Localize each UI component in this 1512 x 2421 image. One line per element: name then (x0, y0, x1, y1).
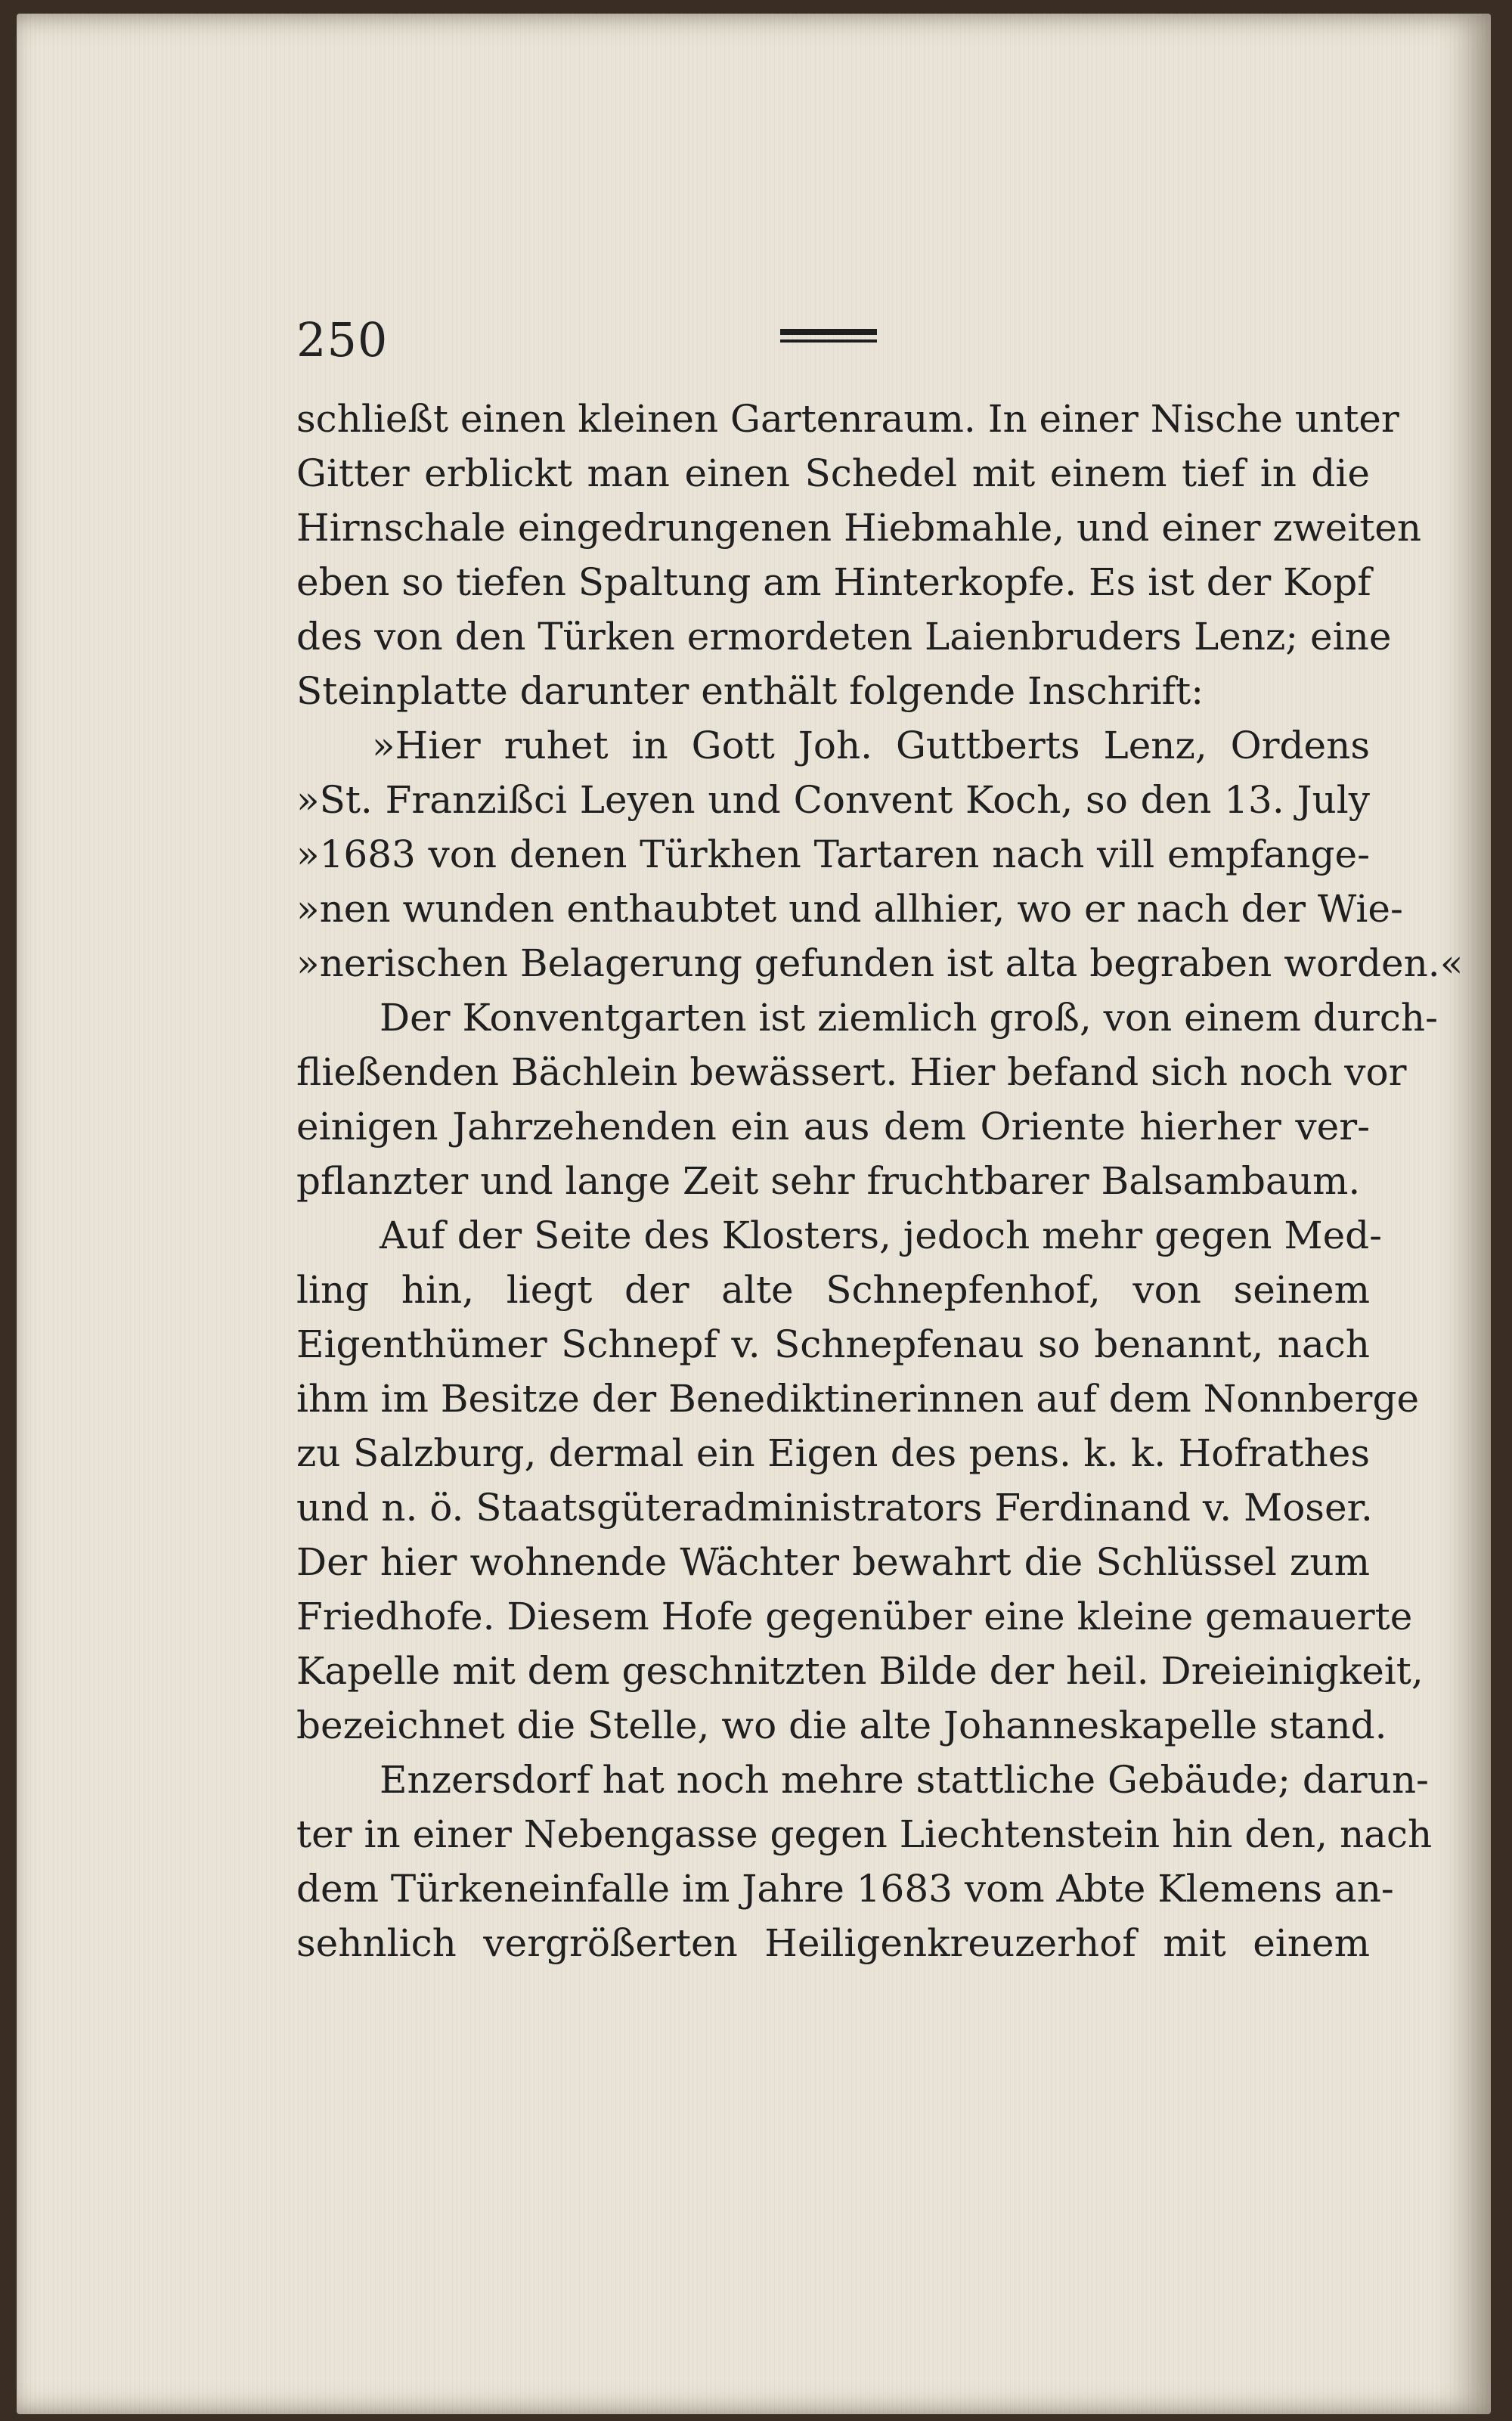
text-line: Der hier wohnende Wächter bewahrt die Schlüssel zum (296, 1540, 1370, 1584)
page-number: 250 (296, 312, 389, 367)
text-line: des von den Türken ermordeten Laienbruders Lenz; eine (296, 615, 1392, 659)
text-line: Gitter erblickt man einen Schedel mit einem tief in die (296, 451, 1370, 495)
text-line: pflanzter und lange Zeit sehr fruchtbarer Balsambaum. (296, 1159, 1361, 1203)
text-line: Friedhofe. Diesem Hofe gegenüber eine kleine gemauerte (296, 1595, 1413, 1638)
text-line: Hirnschale eingedrungenen Hiebmahle, und einer zweiten (296, 506, 1422, 550)
text-line: »nerischen Belagerung gefunden ist alta begraben worden.« (296, 941, 1464, 985)
text-line: einigen Jahrzehenden ein aus dem Oriente hierher ver- (296, 1105, 1370, 1149)
text-line: ter in einer Nebengasse gegen Liechtenstein hin den, nach (296, 1812, 1433, 1856)
text-line: Auf der Seite des Klosters, jedoch mehr gegen Med- (380, 1214, 1383, 1257)
text-line: dem Türkeneinfalle im Jahre 1683 vom Abte Klemens an- (296, 1867, 1394, 1911)
text-line: Der Konventgarten ist ziemlich groß, von einem durch- (380, 996, 1438, 1040)
text-line: Enzersdorf hat noch mehre stattliche Gebäude; darun- (380, 1758, 1429, 1802)
body-text (296, 392, 1464, 1970)
text-line: schließt einen kleinen Gartenraum. In einer Nische unter (296, 397, 1399, 441)
page-header (296, 312, 1370, 367)
header-rule-thick (780, 329, 877, 335)
text-line: Kapelle mit dem geschnitzten Bilde der heil. Dreieinigkeit, (296, 1649, 1424, 1693)
text-line: und n. ö. Staatsgüteradministrators Ferdinand v. Moser. (296, 1486, 1373, 1530)
text-line: ling hin, liegt der alte Schnepfenhof, von seinem (296, 1268, 1370, 1312)
text-line: »Hier ruhet in Gott Joh. Guttberts Lenz, Ordens (372, 724, 1370, 767)
text-line: eben so tiefen Spaltung am Hinterkopfe. Es ist der Kopf (296, 560, 1371, 604)
text-line: bezeichnet die Stelle, wo die alte Johanneskapelle stand. (296, 1703, 1387, 1747)
text-line: Eigenthümer Schnepf v. Schnepfenau so benannt, nach (296, 1322, 1370, 1366)
text-line: Steinplatte darunter enthält folgende Inschrift: (296, 669, 1204, 713)
text-line: »1683 von denen Türkhen Tartaren nach vill empfange- (296, 832, 1370, 876)
text-line: »St. Franzißci Leyen und Convent Koch, so den 13. July (296, 778, 1370, 822)
text-line: ihm im Besitze der Benediktinerinnen auf dem Nonnberge (296, 1377, 1420, 1421)
text-line: »nen wunden enthaubtet und allhier, wo er nach der Wie- (296, 887, 1403, 931)
text-line: sehnlich vergrößerten Heiligenkreuzerhof mit einem (296, 1921, 1370, 1965)
header-rule-thin (780, 339, 877, 343)
text-line: fließenden Bächlein bewässert. Hier befand sich noch vor (296, 1050, 1407, 1094)
book-page (17, 14, 1491, 2414)
text-line: zu Salzburg, dermal ein Eigen des pens. k. k. Hofrathes (296, 1431, 1370, 1475)
